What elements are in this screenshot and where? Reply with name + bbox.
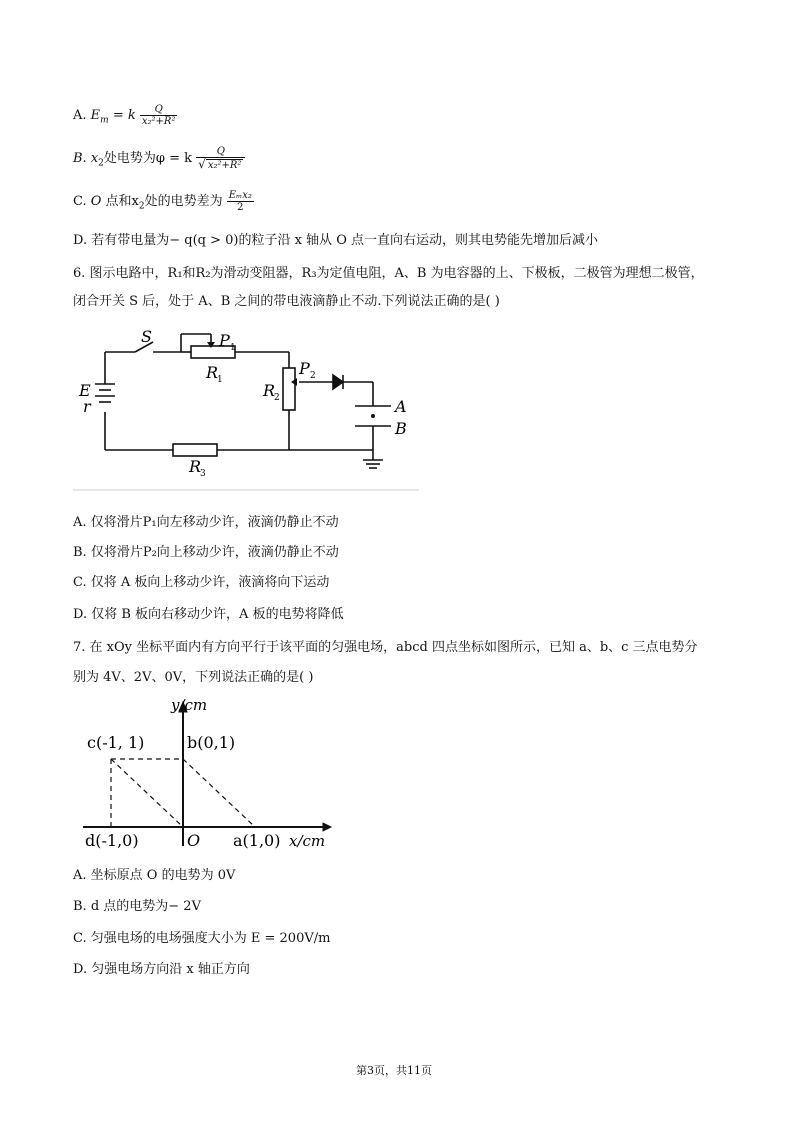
q6-option-b: B. 仅将滑片P₂向上移动少许，液滴仍静止不动 (73, 545, 339, 560)
label-p1: P (219, 331, 230, 350)
label-p2: P (299, 359, 310, 378)
label-r3: R (189, 457, 202, 476)
label-a: A (395, 397, 407, 416)
label-x-axis: x/cm (289, 832, 326, 850)
label-e: E (79, 381, 91, 400)
q6-stem-line2: 闭合开关 S 后，处于 A、B 之间的带电液滴静止不动.下列说法正确的是( ) (73, 294, 500, 309)
q6-circuit-diagram (73, 322, 423, 492)
label-r1: R (206, 363, 219, 382)
label-r3-sub: 3 (200, 469, 206, 479)
q6-option-c: C. 仅将 A 板向上移动少许，液滴将向下运动 (73, 575, 330, 590)
label-c: c(-1, 1) (87, 733, 145, 752)
label-p2-sub: 2 (310, 371, 316, 381)
label-a: a(1,0) (233, 831, 281, 850)
label-s: S (141, 327, 152, 346)
label-r: r (83, 397, 91, 416)
q6-stem-line1: 6. 图示电路中，R₁和R₂为滑动变阻器，R₃为定值电阻，A、B 为电容器的上、下极板，二极管为理想二极管， (73, 266, 704, 281)
q7-option-b: B. d 点的电势为− 2V (73, 899, 201, 914)
q7-stem-line1: 7. 在 xOy 坐标平面内有方向平行于该平面的匀强电场，abcd 四点坐标如图所示，已知 a、b、c 三点电势分 (73, 640, 698, 655)
q7-option-d: D. 匀强电场方向沿 x 轴正方向 (73, 962, 250, 977)
label-o: O (187, 831, 201, 850)
label-d: d(-1,0) (85, 831, 139, 850)
q5-option-c: C. O 点和$x_2$处的电势差为 $\frac{\text{Eₘx₂}}{2}$ (73, 190, 252, 213)
label-r2: R (263, 381, 276, 400)
q5-b-fraction: $\frac{Q}{\text{√ x₂²+R²}}$ (196, 146, 245, 171)
q7-stem-line2: 别为 4V、2V、0V，下列说法正确的是( ) (73, 670, 314, 685)
q7-coordinate-diagram (83, 696, 343, 856)
q7-option-a: A. 坐标原点 O 的电势为 0V (73, 868, 236, 883)
q6-option-a: A. 仅将滑片P₁向左移动少许，液滴仍静止不动 (73, 515, 339, 530)
q5-option-d: D. 若有带电量为− q(q > 0)的粒子沿 x 轴从 O 点一直向右运动，则其电势能先增加后减小 (73, 233, 598, 248)
page-footer: 第3页，共11页 (356, 1064, 432, 1077)
label-b: B (395, 419, 407, 438)
label-r2-sub: 2 (274, 393, 280, 403)
q7-option-c: C. 匀强电场的电场强度大小为 E = 200V/m (73, 931, 331, 946)
q5-option-a: A. $E_m = k$ $\frac{Q}{\text{x₂²+R²}}$ (73, 104, 176, 127)
label-y-axis: y/cm (171, 696, 208, 714)
q5-c-fraction: $\frac{\text{Eₘx₂}}{2}$ (228, 190, 252, 213)
q5-a-fraction: $\frac{Q}{\text{x₂²+R²}}$ (141, 104, 176, 127)
label-b: b(0,1) (187, 733, 236, 752)
q5-option-b: B. $x_2$处电势为φ = k $\frac{Q}{\text{√ x₂²+R²}}$ (73, 146, 245, 171)
label-r1-sub: 1 (217, 375, 223, 385)
label-p1-sub: 1 (230, 343, 236, 353)
q6-option-d: D. 仅将 B 板向右移动少许，A 板的电势将降低 (73, 607, 344, 622)
